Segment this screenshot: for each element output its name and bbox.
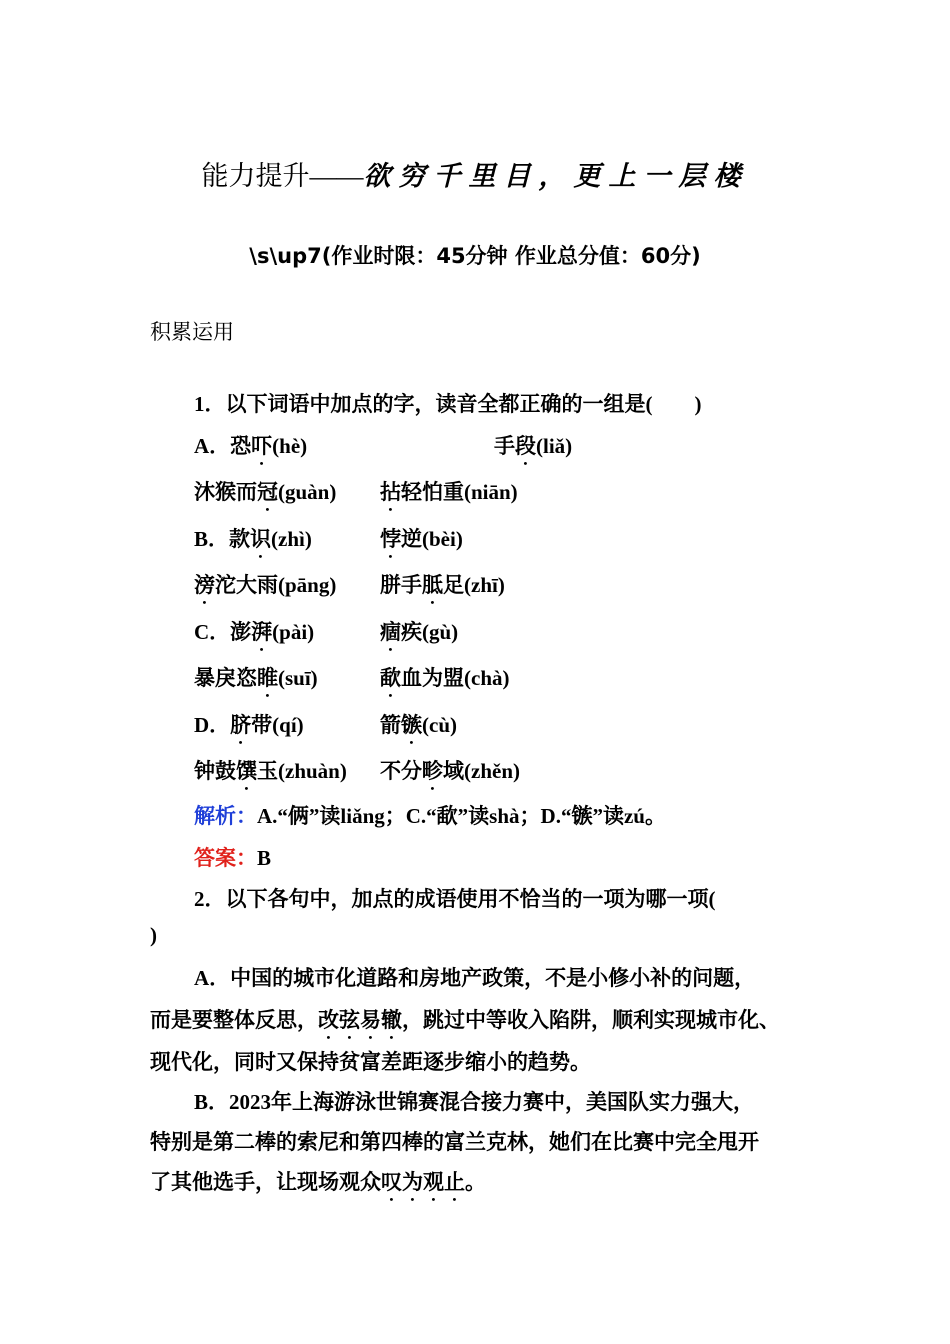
q2-stem-line2: ) [150,923,157,947]
q2-b-line3: 了其他选手，让现场观众叹为观止。 [150,1170,486,1194]
emphasized-char: 歃 [380,666,401,690]
q1-option-right: 手段(liǎ) [494,434,573,458]
q1-option-right: 箭镞(cù) [380,713,457,737]
q2-b-line1: B．2023年上海游泳世锦赛混合接力赛中，美国队实力强大， [194,1090,755,1114]
q1-option-left: 沐猴而冠(guàn) [194,480,337,504]
emphasized-char: 胝 [422,573,443,597]
emphasized-char: 滂 [194,573,215,597]
q2-a-idiom: 改弦易辙 [318,1008,402,1032]
emphasized-char: 镞 [401,713,422,737]
q1-option-left: 滂沱大雨(pāng) [194,573,337,597]
q1-option-right: 痼疾(gù) [380,620,459,644]
q1-option-left: D．脐带(qí) [194,713,304,737]
q2-stem-line1: 2．以下各句中，加点的成语使用不恰当的一项为哪一项( [194,887,716,911]
emphasized-char: 湃 [251,620,273,644]
title-emphasis: 欲穷千里目，更上一层楼 [363,161,749,191]
title-plain: 能力提升—— [201,161,364,191]
q1-stem: 1．以下词语中加点的字，读音全都正确的一组是( ) [194,392,702,416]
q1-option-left: A．恐吓(hè) [194,434,308,458]
emphasized-char: 畛 [422,759,443,783]
emphasized-char: 拈 [380,480,401,504]
q1-option-right: 悖逆(bèi) [380,527,463,551]
answer-label: 答案： [194,846,257,870]
emphasized-char: 吓 [251,434,273,458]
emphasized-char: 冠 [257,480,278,504]
emphasized-char: 睢 [257,666,278,690]
q1-option-left: 暴戾恣睢(suī) [194,666,318,690]
emphasized-char: 段 [515,434,536,458]
section-heading: 积累运用 [150,320,234,344]
q2-a-line3: 现代化，同时又保持贫富差距逐步缩小的趋势。 [150,1050,591,1074]
emphasized-char: 识 [250,527,272,551]
q1-option-right: 拈轻怕重(niān) [380,480,518,504]
q1-analysis [194,800,666,830]
q1-option-left: C．澎湃(pài) [194,620,315,644]
subtitle: \s\up7(作业时限：45分钟 作业总分值：60分) [249,244,701,268]
analysis-text: A.“俩”读liǎng；C.“歃”读shà；D.“镞”读zú。 [257,804,666,828]
analysis-label: 解析： [194,804,257,828]
q2-a-line1: A．中国的城市化道路和房地产政策，不是小修小补的问题， [194,966,756,990]
q1-option-left: 钟鼓馔玉(zhuàn) [194,759,347,783]
emphasized-char: 脐 [230,713,252,737]
page-title [0,154,950,193]
q1-option-right: 胼手胝足(zhī) [380,573,505,597]
q1-option-left: B．款识(zhì) [194,527,312,551]
q2-a-line2: 而是要整体反思，改弦易辙，跳过中等收入陷阱，顺利实现城市化、 [150,1008,780,1032]
q1-option-right: 不分畛域(zhěn) [380,759,520,783]
emphasized-char: 馔 [236,759,257,783]
q2-b-line2: 特别是第二棒的索尼和第四棒的富兰克林，她们在比赛中完全甩开 [150,1130,759,1154]
emphasized-char: 悖 [380,527,401,551]
q1-answer [194,842,271,872]
answer-text: B [257,846,272,870]
q1-option-right: 歃血为盟(chà) [380,666,510,690]
emphasized-char: 痼 [380,620,401,644]
q2-b-idiom: 叹为观止 [381,1170,465,1194]
